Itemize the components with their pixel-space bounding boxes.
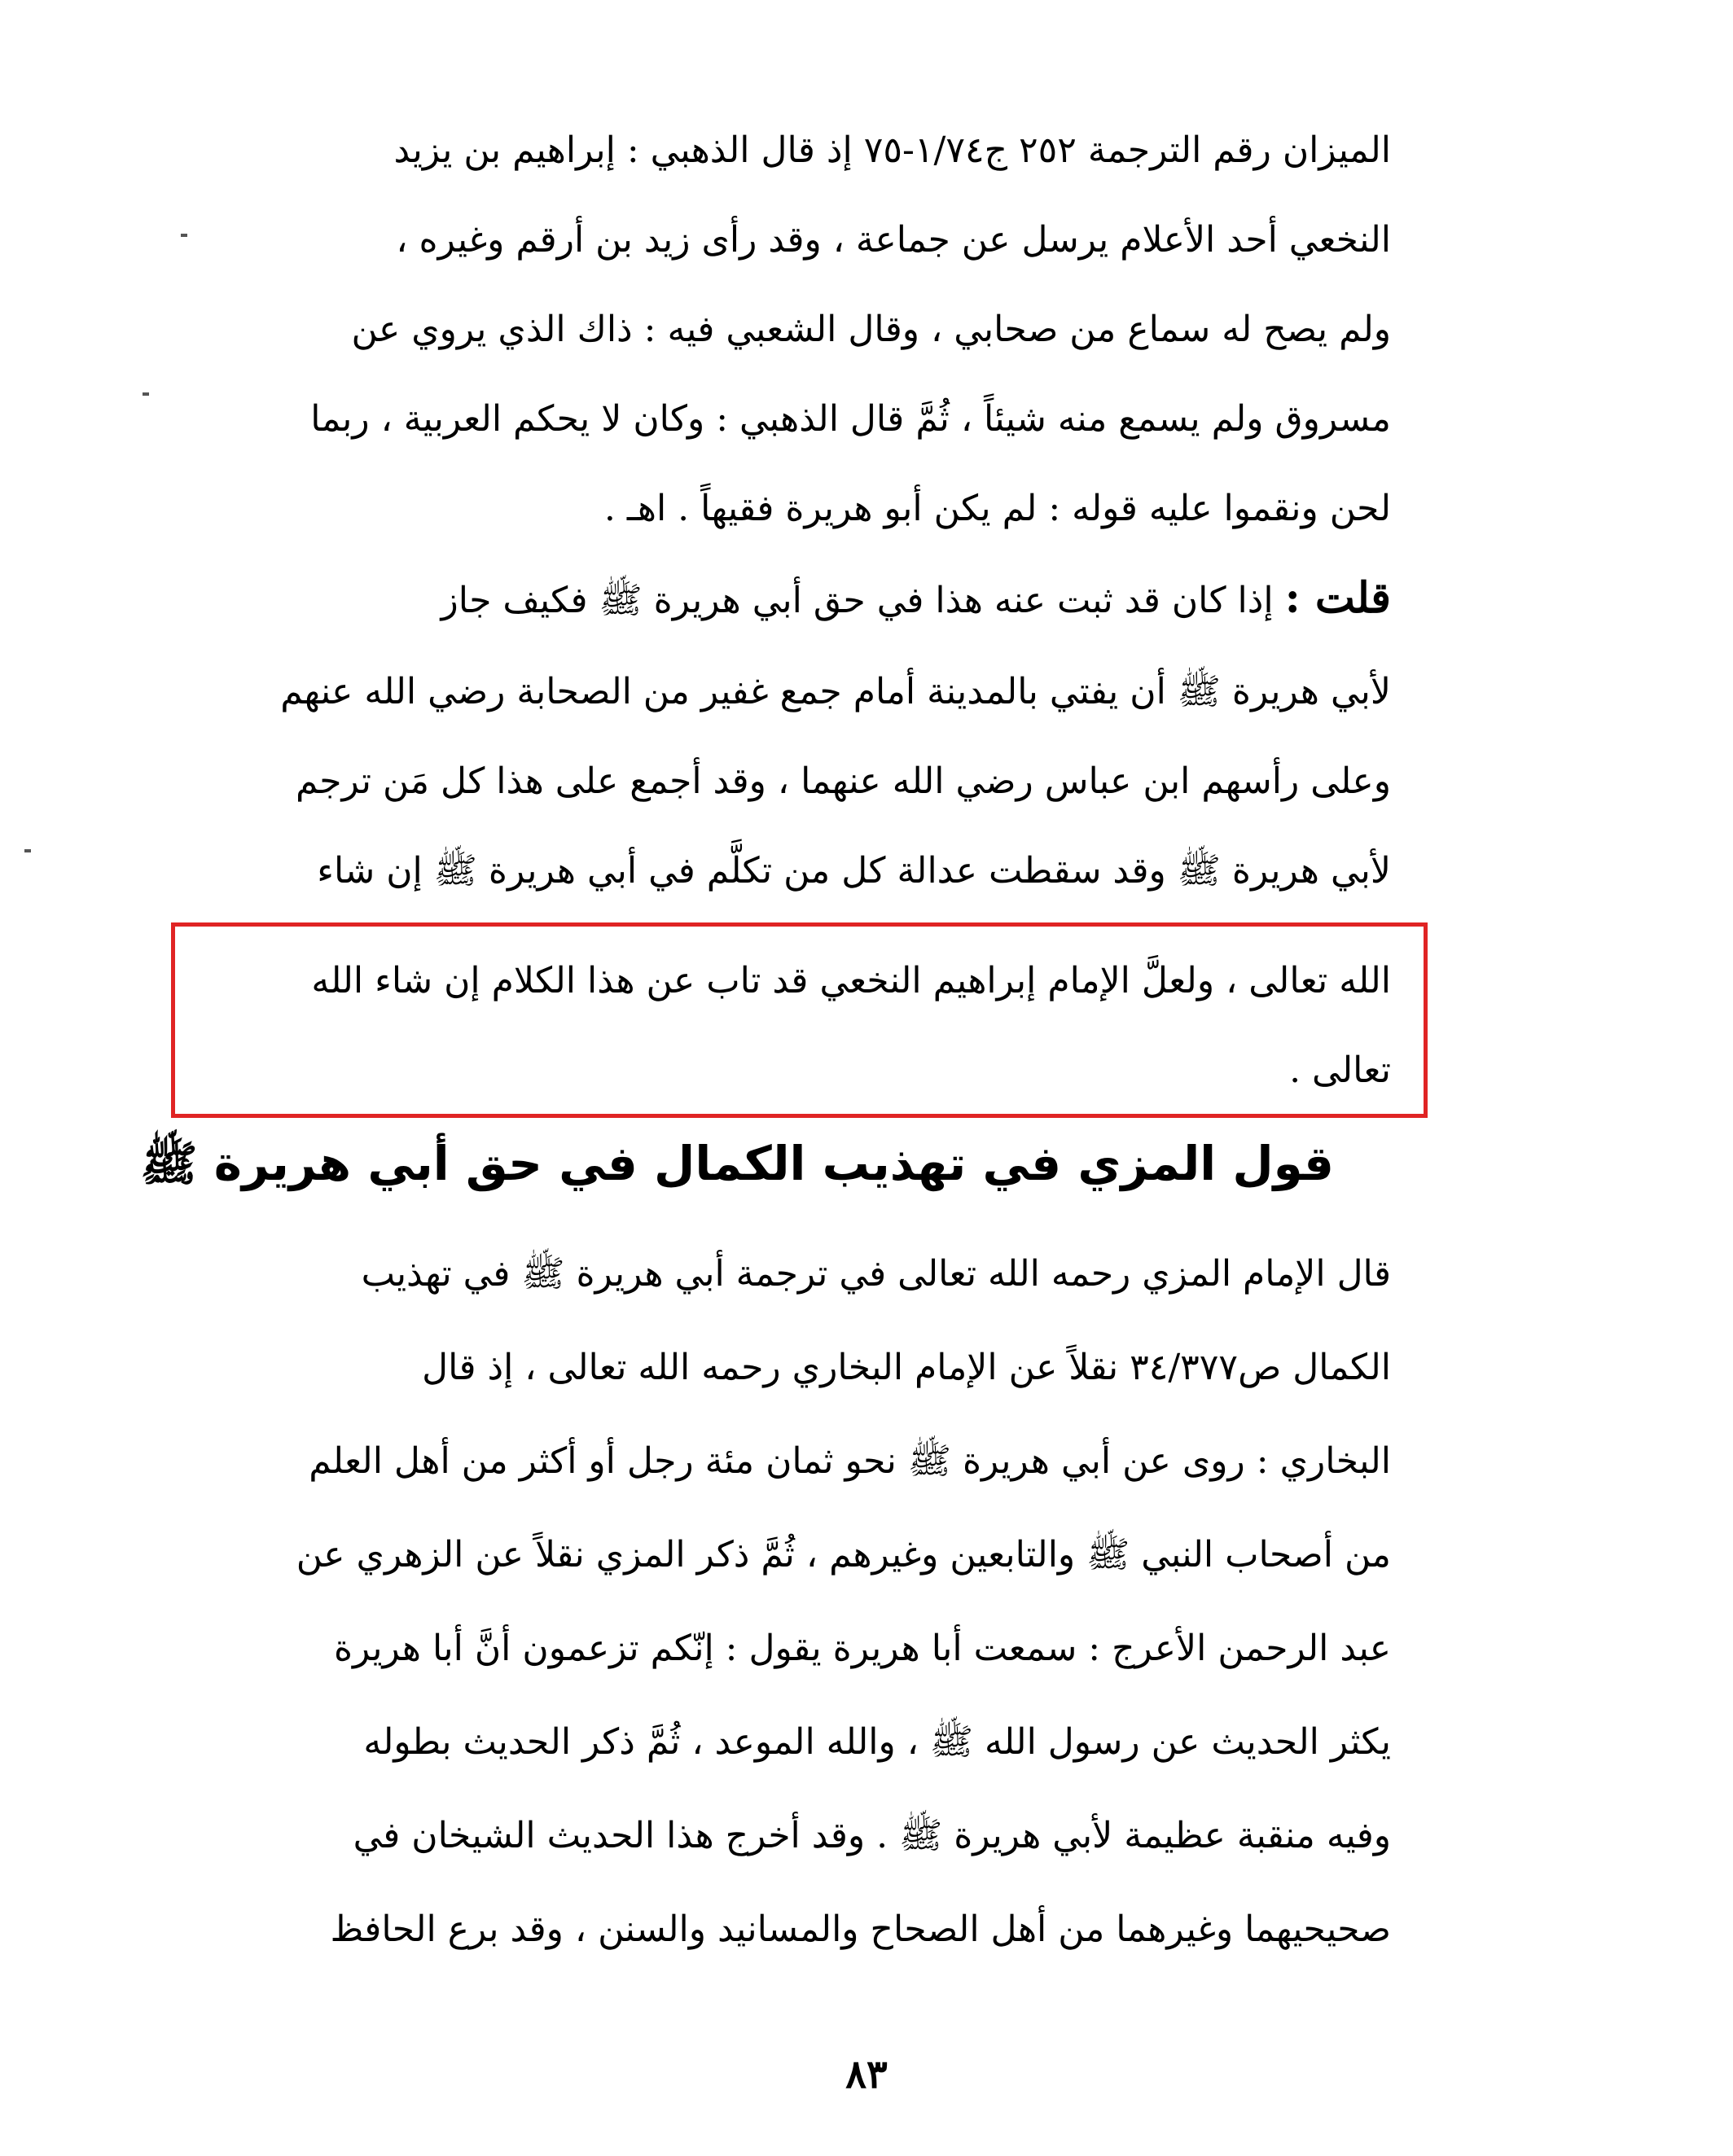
text-line-with-label	[194, 554, 1391, 643]
page-number: ٨٣	[845, 2052, 888, 2097]
text-line: قال الإمام المزي رحمه الله تعالى في ترجمة أبي هريرة ﷺ في تهذيب	[361, 1253, 1391, 1295]
text-line: إذا كان قد ثبت عنه هذا في حق أبي هريرة ﷺ فكيف جاز	[441, 580, 1274, 621]
text-line: تعالى .	[1289, 1050, 1391, 1091]
text-line: وفيه منقبة عظيمة لأبي هريرة ﷺ . وقد أخرج هذا الحديث الشيخان في	[353, 1815, 1391, 1856]
qultu-label: قلت :	[1284, 573, 1391, 623]
text-line: صحيحيهما وغيرهما من أهل الصحاح والمسانيد والسنن ، وقد برع الحافظ	[330, 1908, 1391, 1950]
text-line: عبد الرحمن الأعرج : سمعت أبا هريرة يقول : إنّكم تزعمون أنَّ أبا هريرة	[333, 1628, 1391, 1669]
text-line: الله تعالى ، ولعلَّ الإمام إبراهيم النخعي قد تاب عن هذا الكلام إن شاء الله	[311, 960, 1391, 1001]
text-line: النخعي أحد الأعلام يرسل عن جماعة ، وقد رأى زيد بن أرقم وغيره ،	[396, 219, 1391, 261]
text-line: الكمال ص٣٤/٣٧٧ نقلاً عن الإمام البخاري رحمه الله تعالى ، إذ قال	[422, 1347, 1391, 1388]
text-line: مسروق ولم يسمع منه شيئاً ، ثُمَّ قال الذهبي : وكان لا يحكم العربية ، ربما	[310, 398, 1391, 440]
text-line: لأبي هريرة ﷺ وقد سقطت عدالة كل من تكلَّم في أبي هريرة ﷺ إن شاء	[317, 850, 1391, 892]
section-heading: قول المزي في تهذيب الكمال في حق أبي هريرة ﷺ	[140, 1136, 1334, 1191]
text-line: من أصحاب النبي ﷺ والتابعين وغيرهم ، ثُمَّ ذكر المزي نقلاً عن الزهري عن	[296, 1534, 1391, 1575]
text-line: الميزان رقم الترجمة ٢٥٢ ج١/٧٤-٧٥ إذ قال الذهبي : إبراهيم بن يزيد	[393, 129, 1391, 171]
text-line: لأبي هريرة ﷺ أن يفتي بالمدينة أمام جمع غفير من الصحابة رضي الله عنهم	[280, 671, 1391, 712]
text-line: يكثر الحديث عن رسول الله ﷺ ، والله الموعد ، ثُمَّ ذكر الحديث بطوله	[363, 1721, 1391, 1763]
text-line: وعلى رأسهم ابن عباس رضي الله عنهما ، وقد أجمع على هذا كل مَن ترجم	[295, 760, 1391, 802]
text-line: ولم يصح له سماع من صحابي ، وقال الشعبي فيه : ذاك الذي يروي عن	[351, 309, 1391, 350]
scan-speck	[24, 849, 31, 852]
text-line: لحن ونقموا عليه قوله : لم يكن أبو هريرة فقيهاً . اهـ .	[603, 488, 1391, 529]
text-line: البخاري : روى عن أبي هريرة ﷺ نحو ثمان مئة رجل أو أكثر من أهل العلم	[309, 1440, 1391, 1482]
scan-speck	[143, 392, 149, 396]
scan-speck	[181, 234, 187, 237]
